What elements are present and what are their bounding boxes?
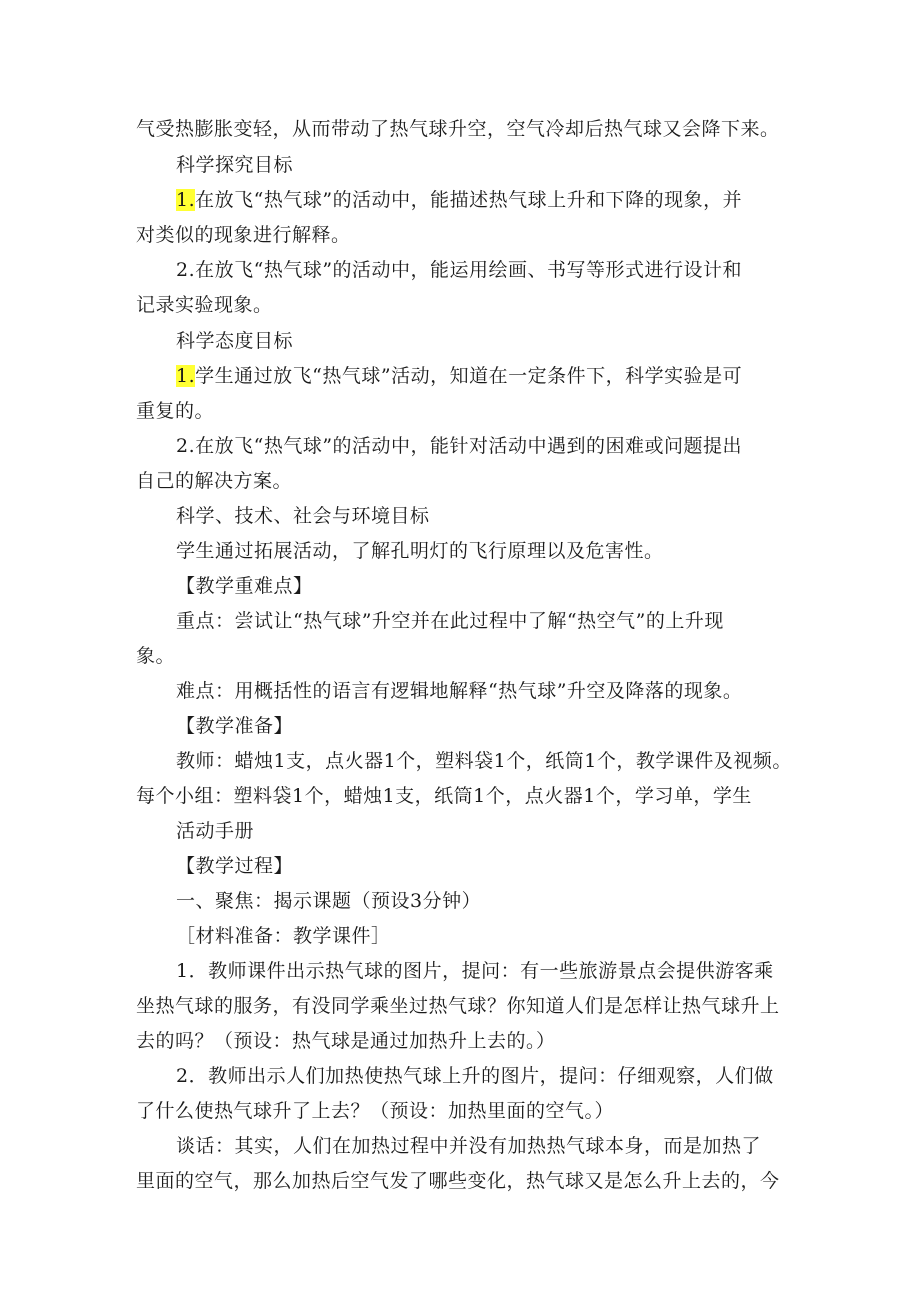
text-line: 里面的空气，那么加热后空气发了哪些变化，热气球又是怎么升上去的，今 bbox=[136, 1170, 780, 1192]
text-line: 教师：蜡烛1支，点火器1个，塑料袋1个，纸筒1个，教学课件及视频。 bbox=[176, 750, 792, 772]
text-line-content: 学生通过放飞“热气球”活动，知道在一定条件下，科学实验是可 bbox=[195, 365, 743, 387]
text-line: 重复的。 bbox=[136, 400, 215, 422]
highlight-marker: 1. bbox=[176, 365, 196, 387]
section-heading: 科学探究目标 bbox=[176, 154, 294, 176]
section-heading: 【教学过程】 bbox=[176, 855, 294, 877]
text-line bbox=[176, 188, 742, 212]
section-heading: 科学、技术、社会与环境目标 bbox=[176, 505, 430, 527]
text-line: 难点：用概括性的语言有逻辑地解释“热气球”升空及降落的现象。 bbox=[176, 680, 743, 702]
text-line: 每个小组：塑料袋1个，蜡烛1支，纸筒1个，点火器1个，学习单，学生 bbox=[136, 785, 752, 807]
highlight-marker: 1. bbox=[176, 189, 196, 211]
text-line: 2．教师出示人们加热使热气球上升的图片，提问：仔细观察，人们做 bbox=[176, 1065, 774, 1087]
text-line: 记录实验现象。 bbox=[136, 294, 273, 316]
section-heading: 【教学重难点】 bbox=[176, 575, 313, 597]
text-line: 对类似的现象进行解释。 bbox=[136, 224, 351, 246]
text-line: 象。 bbox=[136, 645, 176, 667]
text-line bbox=[176, 364, 742, 388]
text-line: 1．教师课件出示热气球的图片，提问：有一些旅游景点会提供游客乘 bbox=[176, 960, 774, 982]
text-line: 气受热膨胀变轻，从而带动了热气球升空，空气冷却后热气球又会降下来。 bbox=[136, 118, 780, 140]
text-line: 了什么使热气球升了上去？（预设：加热里面的空气。） bbox=[136, 1100, 615, 1122]
text-line: 谈话：其实，人们在加热过程中并没有加热热气球本身，而是加热了 bbox=[176, 1135, 762, 1157]
text-line: 坐热气球的服务，有没同学乘坐过热气球？你知道人们是怎样让热气球升上 bbox=[136, 995, 780, 1017]
text-line: 一、聚焦：揭示课题（预设3分钟） bbox=[176, 890, 482, 912]
section-heading: 【教学准备】 bbox=[176, 715, 294, 737]
text-line: 活动手册 bbox=[176, 820, 255, 842]
text-line: 自己的解决方案。 bbox=[136, 470, 293, 492]
text-line: 2.在放飞“热气球”的活动中，能针对活动中遇到的困难或问题提出 bbox=[176, 435, 743, 457]
section-heading: 科学态度目标 bbox=[176, 330, 294, 352]
text-line: ［材料准备：教学课件］ bbox=[176, 925, 391, 947]
text-line-content: 在放飞“热气球”的活动中，能描述热气球上升和下降的现象，并 bbox=[195, 189, 743, 211]
text-line: 学生通过拓展活动，了解孔明灯的飞行原理以及危害性。 bbox=[176, 540, 664, 562]
text-line: 去的吗？（预设：热气球是通过加热升上去的。） bbox=[136, 1030, 556, 1052]
text-line: 重点：尝试让“热气球”升空并在此过程中了解“热空气”的上升现 bbox=[176, 610, 724, 632]
text-line: 2.在放飞“热气球”的活动中，能运用绘画、书写等形式进行设计和 bbox=[176, 259, 743, 281]
